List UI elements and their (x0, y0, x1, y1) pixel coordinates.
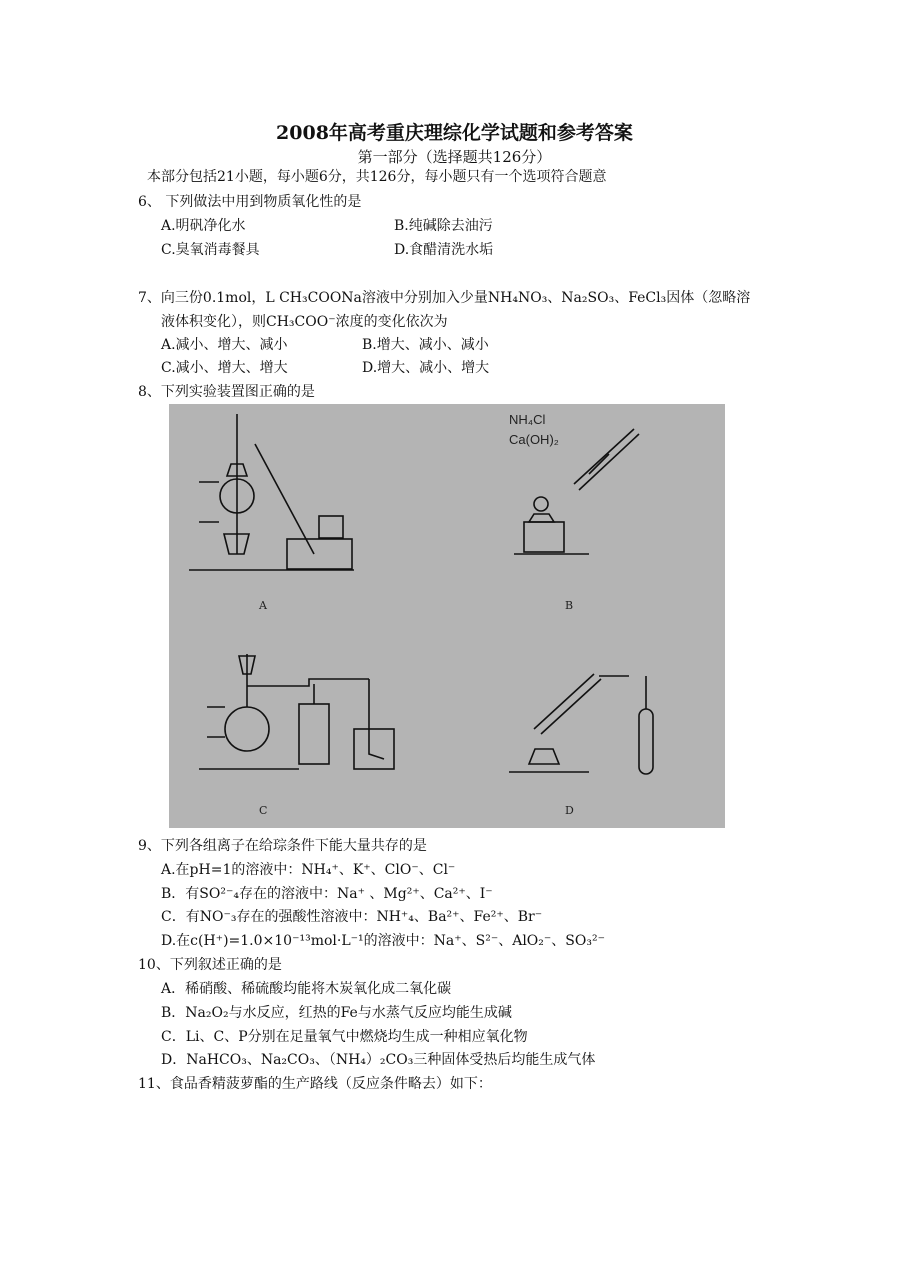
apparatus-figure (169, 404, 725, 828)
page-subtitle: 第一部分（选择题共126分） (357, 148, 552, 166)
question-7-option-d: D.增大、减小、增大 (362, 360, 490, 376)
page-title: 2008年高考重庆理综化学试题和参考答案 (276, 122, 633, 144)
question-9-option-a: A.在pH=1的溶液中：NH₄⁺、K⁺、ClO⁻、Cl⁻ (161, 862, 456, 878)
question-10-stem: 10、下列叙述正确的是 (138, 957, 282, 973)
question-10-option-c: C．Li、C、P分别在足量氧气中燃烧均生成一种相应氧化物 (161, 1029, 528, 1045)
figure-b-reagent-2: Ca(OH)₂ (509, 432, 559, 447)
question-7-option-a: A.减小、增大、减小 (161, 337, 288, 353)
question-9-option-c: C．有NO⁻₃存在的强酸性溶液中：NH⁺₄、Ba²⁺、Fe²⁺、Br⁻ (161, 909, 543, 925)
question-11-stem: 11、食品香精菠萝酯的生产路线（反应条件略去）如下： (138, 1076, 492, 1092)
figure-label-a: A (259, 599, 267, 612)
question-6-option-b: B.纯碱除去油污 (394, 218, 493, 234)
question-7-stem-line1: 7、向三份0.1mol，L CH₃COONa溶液中分别加入少量NH₄NO₃、Na₂SO₃、FeCl₃因体（忽略溶 (138, 290, 751, 306)
question-6-option-d: D.食醋清洗水垢 (394, 242, 494, 258)
question-7-stem-line2: 液体积变化），则CH₃COO⁻浓度的变化依次为 (161, 314, 448, 330)
question-9-stem: 9、下列各组离子在给琮条件下能大量共存的是 (138, 838, 427, 854)
apparatus-drawings (169, 404, 725, 828)
question-6-option-c: C.臭氧消毒餐具 (161, 242, 260, 258)
question-7-option-b: B.增大、减小、减小 (362, 337, 489, 353)
question-8-stem: 8、下列实验装置图正确的是 (138, 384, 315, 400)
question-7-option-c: C.减小、增大、增大 (161, 360, 288, 376)
question-10-option-a: A．稀硝酸、稀硫酸均能将木炭氧化成二氧化碳 (161, 981, 452, 997)
figure-label-b: B (565, 599, 574, 612)
figure-label-d: D (565, 804, 574, 817)
question-10-option-b: B．Na₂O₂与水反应，红热的Fe与水蒸气反应均能生成碱 (161, 1005, 512, 1021)
question-9-option-b: B．有SO²⁻₄存在的溶液中：Na⁺ 、Mg²⁺、Ca²⁺、I⁻ (161, 886, 493, 902)
question-9-option-d: D.在c(H⁺)=1.0×10⁻¹³mol·L⁻¹的溶液中：Na⁺、S²⁻、AlO₂⁻、SO₃²⁻ (161, 933, 605, 949)
question-10-option-d: D．NaHCO₃、Na₂CO₃、（NH₄）₂CO₃三种固体受热后均能生成气体 (161, 1052, 596, 1068)
figure-b-reagent-1: NH₄Cl (509, 412, 546, 427)
intro-text: 本部分包括21小题，每小题6分，共126分，每小题只有一个选项符合题意 (147, 169, 607, 185)
question-6-option-a: A.明矾净化水 (161, 218, 246, 234)
figure-label-c: C (259, 804, 268, 817)
question-6-stem: 6、 下列做法中用到物质氧化性的是 (138, 194, 362, 210)
